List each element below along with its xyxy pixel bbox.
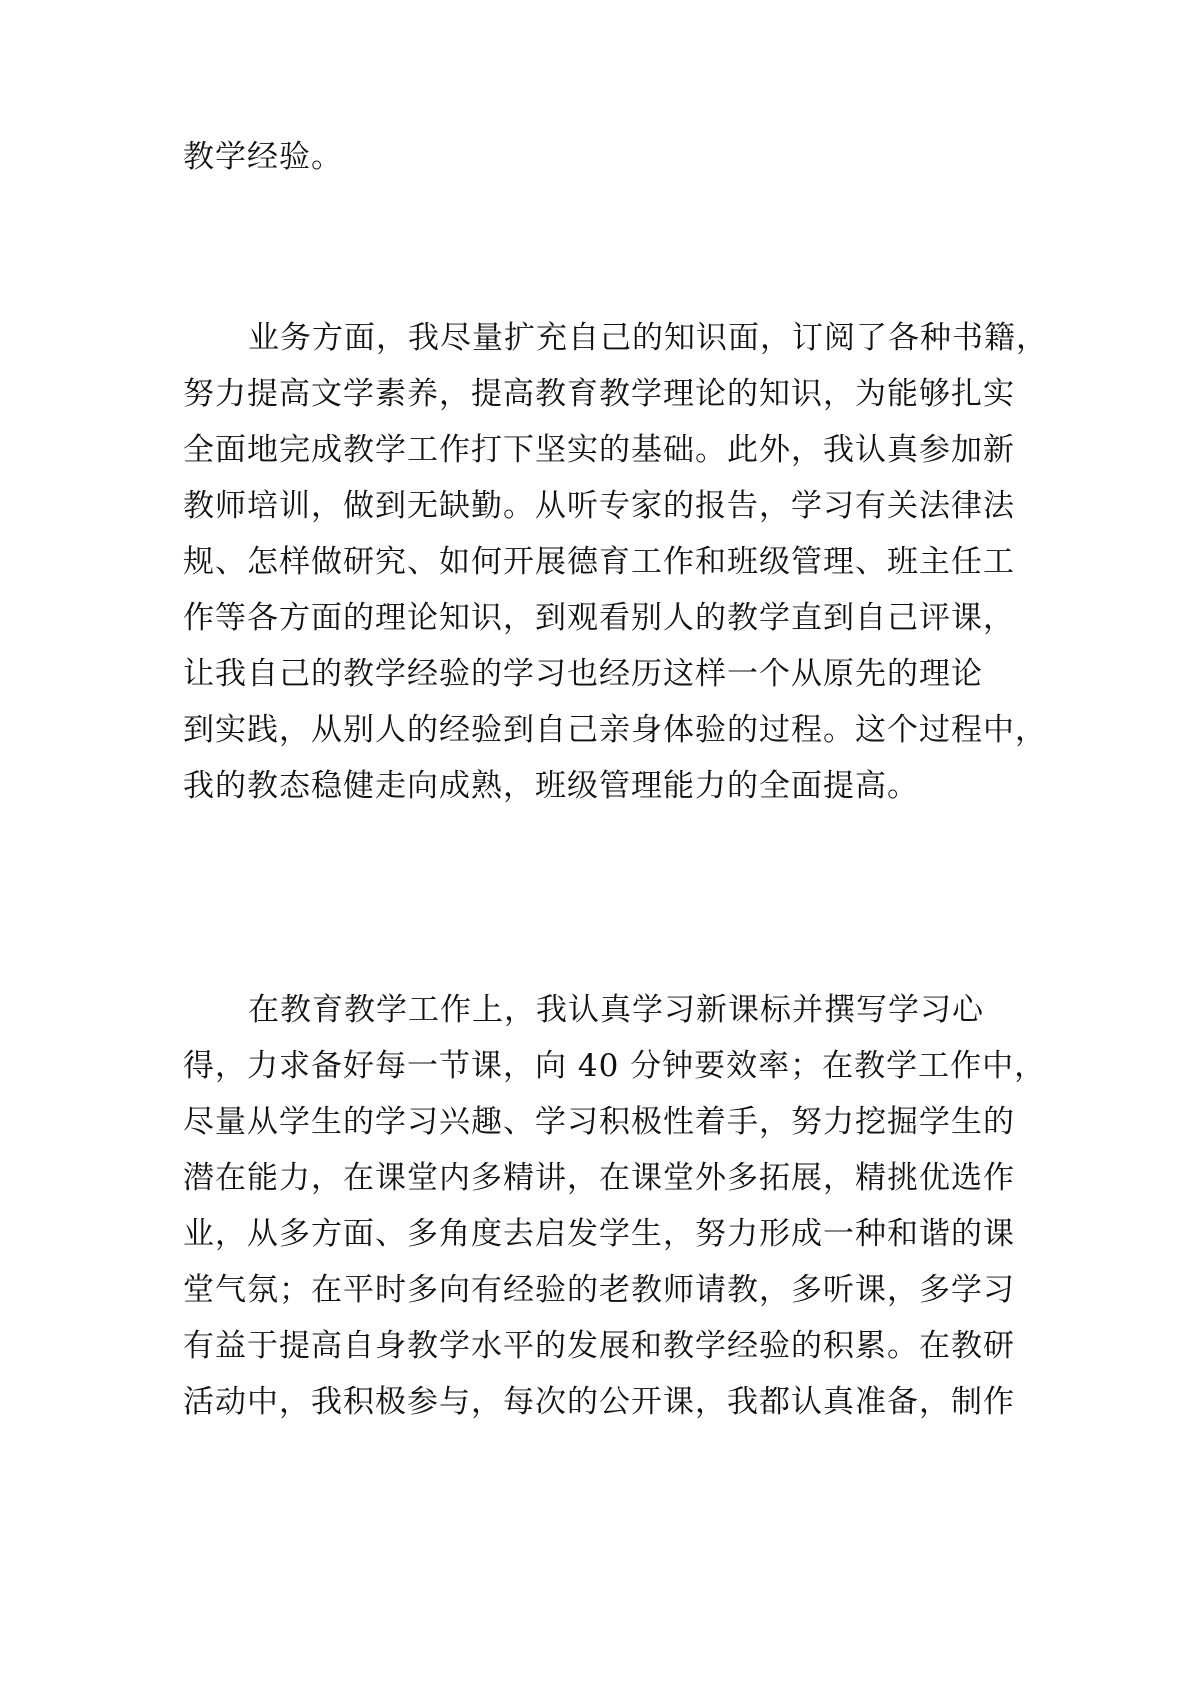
paragraph-2-line-9: 我的教态稳健走向成熟，班级管理能力的全面提高。 (183, 768, 919, 804)
paragraph-3-line-1: 在教育教学工作上，我认真学习新课标并撰写学习心 (248, 992, 984, 1028)
paragraph-2-line-4: 教师培训，做到无缺勤。从听专家的报告，学习有关法律法 (183, 488, 1015, 524)
paragraph-2-line-3: 全面地完成教学工作打下坚实的基础。此外，我认真参加新 (183, 432, 1015, 468)
paragraph-2-line-6: 作等各方面的理论知识，到观看别人的教学直到自己评课， (183, 600, 1015, 636)
paragraph-3-line-5: 业，从多方面、多角度去启发学生，努力形成一种和谐的课 (183, 1216, 1015, 1252)
paragraph-2-line-8: 到实践，从别人的经验到自己亲身体验的过程。这个过程中， (183, 712, 1047, 748)
paragraph-3-line-4: 潜在能力，在课堂内多精讲，在课堂外多拓展，精挑优选作 (183, 1160, 1015, 1196)
paragraph-3-line-7: 有益于提高自身教学水平的发展和教学经验的积累。在教研 (183, 1328, 1015, 1364)
paragraph-1-line-1: 教学经验。 (183, 139, 343, 175)
paragraph-2-line-7: 让我自己的教学经验的学习也经历这样一个从原先的理论 (183, 656, 983, 692)
paragraph-3-line-8: 活动中，我积极参与，每次的公开课，我都认真准备，制作 (183, 1384, 1015, 1420)
paragraph-3-line-6: 堂气氛；在平时多向有经验的老教师请教，多听课，多学习 (183, 1272, 1015, 1308)
paragraph-2-line-1: 业务方面，我尽量扩充自己的知识面，订阅了各种书籍， (248, 320, 1048, 356)
paragraph-3-line-2: 得，力求备好每一节课，向 40 分钟要效率；在教学工作中， (183, 1048, 1047, 1084)
paragraph-2-line-2: 努力提高文学素养，提高教育教学理论的知识，为能够扎实 (183, 376, 1015, 412)
paragraph-3-line-3: 尽量从学生的学习兴趣、学习积极性着手，努力挖掘学生的 (183, 1104, 1015, 1140)
paragraph-2-line-5: 规、怎样做研究、如何开展德育工作和班级管理、班主任工 (183, 544, 1015, 580)
